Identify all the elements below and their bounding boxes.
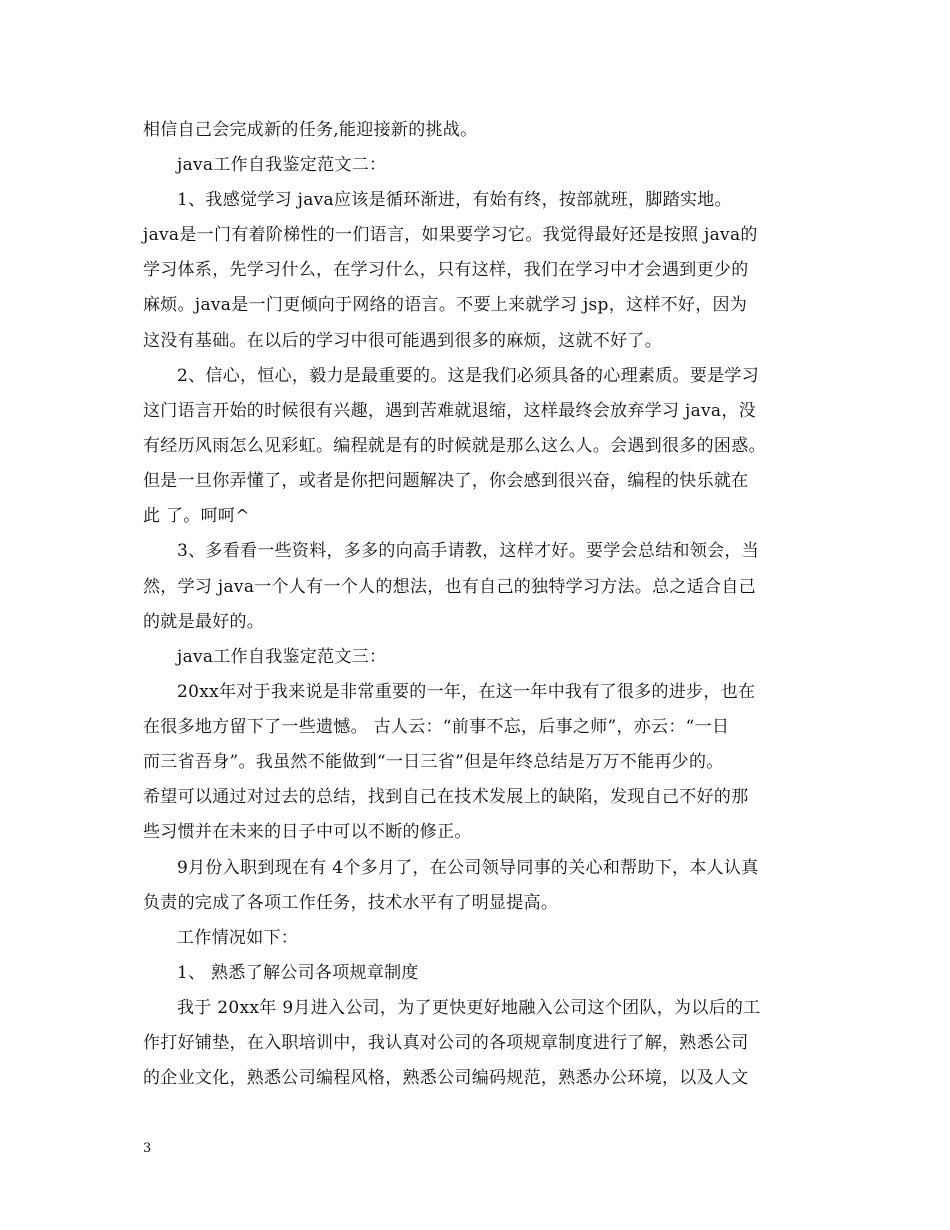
list-item-heading: 1、 熟悉了解公司各项规章制度 — [177, 963, 419, 983]
text-line: 20xx年对于我来说是非常重要的一年，在这一年中我有了很多的进步，也在 — [177, 682, 756, 702]
text-line: 这门语言开始的时候很有兴趣，遇到苦难就退缩，这样最终会放弃学习 java，没 — [143, 401, 756, 421]
text-line: 2、信心，恒心，毅力是最重要的。这是我们必须具备的心理素质。要是学习 — [177, 366, 760, 386]
section-heading: java工作自我鉴定范文二： — [177, 155, 387, 175]
text-line: 此 了。呵呵^ — [143, 506, 250, 526]
text-line: java是一门有着阶梯性的一们语言，如果要学习它。我觉得最好还是按照 java的 — [143, 225, 758, 245]
text-line: 但是一旦你弄懂了，或者是你把问题解决了，你会感到很兴奋，编程的快乐就在 — [143, 471, 749, 491]
text-line: 我于 20xx年 9月进入公司，为了更快更好地融入公司这个团队，为以后的工 — [177, 998, 761, 1018]
text-line: 些习惯并在未来的日子中可以不断的修正。 — [143, 822, 472, 842]
text-line: 负责的完成了各项工作任务，技术水平有了明显提高。 — [143, 893, 559, 913]
text-line: 这没有基础。在以后的学习中很可能遇到很多的麻烦，这就不好了。 — [143, 331, 662, 351]
text-line: 1、我感觉学习 java应该是循环渐进，有始有终，按部就班，脚踏实地。 — [177, 190, 732, 210]
text-line: 的就是最好的。 — [143, 612, 265, 632]
text-line: 麻烦。java是一门更倾向于网络的语言。不要上来就学习 jsp，这样不好，因为 — [143, 295, 748, 315]
text-line: 工作情况如下： — [177, 928, 299, 948]
text-line: 相信自己会完成新的任务,能迎接新的挑战。 — [143, 120, 478, 140]
text-line: 而三省吾身”。我虽然不能做到“一日三省”但是年终总结是万万不能再少的。 — [143, 752, 724, 772]
section-heading: java工作自我鉴定范文三： — [177, 647, 387, 667]
text-line: 作打好铺垫，在入职培训中，我认真对公司的各项规章制度进行了解，熟悉公司 — [143, 1033, 749, 1053]
text-line: 有经历风雨怎么见彩虹。编程就是有的时候就是那么这么人。会遇到很多的困惑。 — [143, 436, 766, 456]
text-line: 9月份入职到现在有 4个多月了，在公司领导同事的关心和帮助下，本人认真 — [177, 858, 759, 878]
text-line: 希望可以通过对过去的总结，找到自己在技术发展上的缺陷，发现自己不好的那 — [143, 787, 749, 807]
text-line: 3、多看看一些资料，多多的向高手请教，这样才好。要学会总结和领会，当 — [177, 541, 760, 561]
text-line: 然，学习 java一个人有一个人的想法，也有自己的独特学习方法。总之适合自己 — [143, 577, 756, 597]
text-line: 在很多地方留下了一些遗憾。 古人云：“前事不忘，后事之师”，亦云：“一日 — [143, 717, 730, 737]
text-line: 的企业文化，熟悉公司编程风格，熟悉公司编码规范，熟悉办公环境，以及人文 — [143, 1068, 749, 1088]
page-number: 3 — [143, 1141, 152, 1156]
text-line: 学习体系，先学习什么，在学习什么，只有这样，我们在学习中才会遇到更少的 — [143, 260, 749, 280]
